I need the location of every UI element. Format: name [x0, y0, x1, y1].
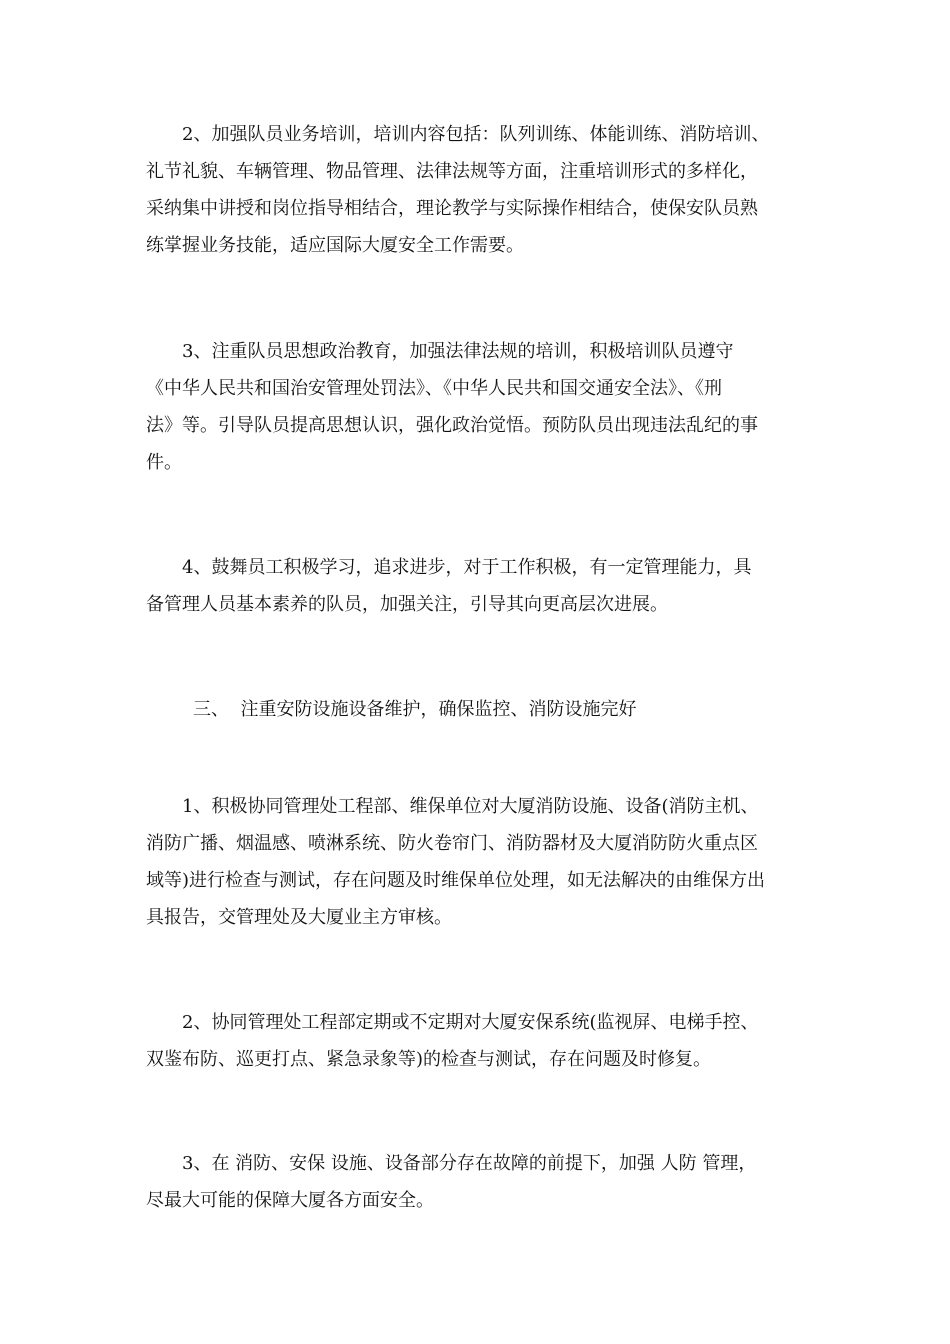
text-line: 礼节礼貌、车辆管理、物品管理、法律法规等方面，注重培训形式的多样化， [146, 161, 758, 182]
paragraph-political-education [146, 333, 810, 481]
text-line: 2、协同管理处工程部定期或不定期对大厦安保系统(监视屏、电梯手控、 [146, 1012, 759, 1033]
text-line: 消防广播、烟温感、喷淋系统、防火卷帘门、消防器材及大厦消防防火重点区 [146, 833, 758, 854]
text-line: 双鉴布防、巡更打点、紧急录象等)的检查与测试，存在问题及时修复。 [146, 1049, 712, 1070]
text-line: 3、注重队员思想政治教育，加强法律法规的培训，积极培训队员遵守 [146, 341, 734, 362]
text-line: 练掌握业务技能，适应国际大厦安全工作需要。 [146, 235, 524, 256]
paragraph-staff-training [146, 116, 810, 264]
text-line: 备管理人员基本素养的队员，加强关注，引导其向更高层次进展。 [146, 594, 668, 615]
paragraph-encourage-learning [146, 549, 810, 623]
text-line: 具报告，交管理处及大厦业主方审核。 [146, 907, 452, 928]
paragraph-security-system-check [146, 1004, 810, 1078]
paragraph-fault-handling [146, 1145, 810, 1219]
text-line: 1、积极协同管理处工程部、维保单位对大厦消防设施、设备(消防主机、 [146, 796, 759, 817]
text-line: 法》等。引导队员提高思想认识，强化政治觉悟。预防队员出现违法乱纪的事 [146, 415, 758, 436]
text-line: 4、鼓舞员工积极学习，追求进步，对于工作积极，有一定管理能力，具 [146, 557, 752, 578]
section-heading: 三、 注重安防设施设备维护，确保监控、消防设施完好 [193, 699, 637, 720]
text-line: 件。 [146, 452, 182, 473]
text-line: 域等)进行检查与测试，存在问题及时维保单位处理，如无法解决的由维保方出 [146, 870, 766, 891]
text-line: 采纳集中讲授和岗位指导相结合，理论教学与实际操作相结合，使保安队员熟 [146, 198, 758, 219]
text-line: 2、加强队员业务培训，培训内容包括：队列训练、体能训练、消防培训、 [146, 124, 770, 145]
text-line: 《中华人民共和国治安管理处罚法》、《中华人民共和国交通安全法》、《刑 [146, 378, 722, 399]
text-line: 尽最大可能的保障大厦各方面安全。 [146, 1190, 434, 1211]
text-line: 3、在 消防、安保 设施、设备部分存在故障的前提下，加强 人防 管理， [146, 1153, 757, 1174]
paragraph-fire-facility-check [146, 788, 810, 936]
